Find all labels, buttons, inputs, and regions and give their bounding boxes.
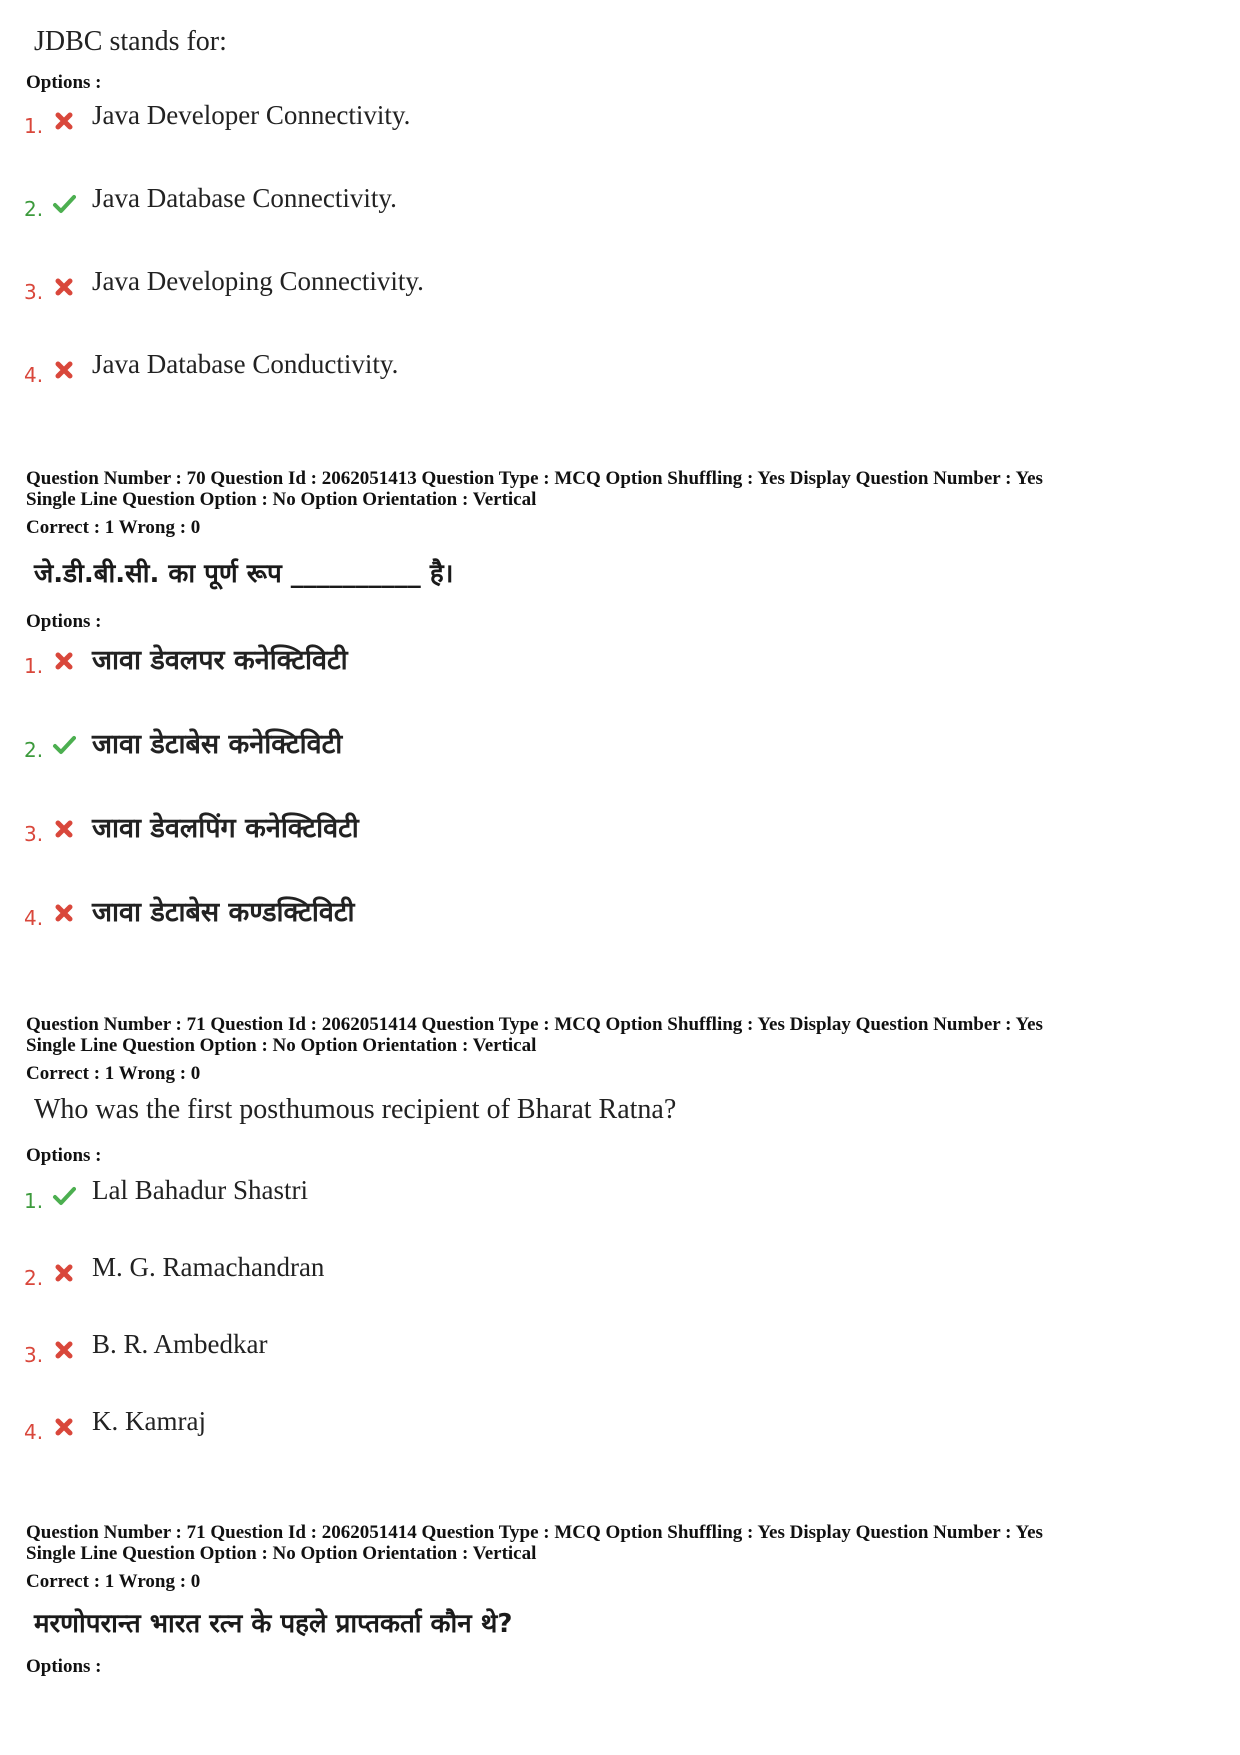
option-number: 1.: [24, 654, 44, 678]
option-1: [0, 1175, 900, 1215]
option-text: Java Developer Connectivity.: [92, 100, 411, 130]
option-number: 2.: [24, 197, 44, 221]
option-number: 1.: [24, 1189, 44, 1213]
options-label: Options :: [26, 72, 102, 93]
cross-icon: [52, 276, 76, 298]
cross-icon: [52, 818, 76, 840]
option-text: जावा डेटाबेस कण्डक्टिविटी: [92, 897, 355, 928]
question-meta-line-1: Question Number : 71 Question Id : 2062051414 Question Type : MCQ Option Shuffling : Yes Display Question Number : Yes: [26, 1014, 1043, 1035]
question-meta-line-2: Single Line Question Option : No Option Orientation : Vertical: [26, 489, 537, 510]
options-label: Options :: [26, 1656, 102, 1677]
cross-icon: [52, 1339, 76, 1361]
option-3: [0, 808, 900, 848]
option-number: 2.: [24, 738, 44, 762]
option-text: जावा डेवलपिंग कनेक्टिविटी: [92, 813, 359, 844]
question-text: JDBC stands for:: [34, 26, 227, 57]
check-icon: [52, 734, 76, 756]
check-icon: [52, 193, 76, 215]
option-number: 3.: [24, 280, 44, 304]
cross-icon: [52, 1416, 76, 1438]
option-2: [0, 724, 900, 764]
option-4: [0, 1406, 900, 1446]
option-1: [0, 640, 900, 680]
question-text: जे.डी.बी.सी. का पूर्ण रूप __________ है।: [34, 559, 454, 589]
option-text: Lal Bahadur Shastri: [92, 1175, 308, 1205]
option-number: 4.: [24, 363, 44, 387]
check-icon: [52, 1185, 76, 1207]
option-text: जावा डेवलपर कनेक्टिविटी: [92, 645, 348, 676]
options-label: Options :: [26, 1145, 102, 1166]
option-text: Java Database Conductivity.: [92, 349, 399, 379]
option-text: Java Database Connectivity.: [92, 183, 397, 213]
option-1: [0, 100, 900, 140]
options-label: Options :: [26, 611, 102, 632]
question-text: मरणोपरान्त भारत रत्न के पहले प्राप्तकर्ता कौन थे?: [34, 1609, 513, 1639]
option-3: [0, 1329, 900, 1369]
option-number: 4.: [24, 906, 44, 930]
cross-icon: [52, 1262, 76, 1284]
cross-icon: [52, 110, 76, 132]
question-meta-line-1: Question Number : 71 Question Id : 2062051414 Question Type : MCQ Option Shuffling : Yes Display Question Number : Yes: [26, 1522, 1043, 1543]
option-3: [0, 266, 900, 306]
option-text: K. Kamraj: [92, 1406, 206, 1436]
option-2: [0, 183, 900, 223]
question-meta-line-1: Question Number : 70 Question Id : 2062051413 Question Type : MCQ Option Shuffling : Yes Display Question Number : Yes: [26, 468, 1043, 489]
option-text: जावा डेटाबेस कनेक्टिविटी: [92, 729, 343, 760]
cross-icon: [52, 902, 76, 924]
question-meta-line-2: Single Line Question Option : No Option Orientation : Vertical: [26, 1543, 537, 1564]
option-text: Java Developing Connectivity.: [92, 266, 424, 296]
option-number: 4.: [24, 1420, 44, 1444]
marks-info: Correct : 1 Wrong : 0: [26, 1063, 201, 1084]
cross-icon: [52, 650, 76, 672]
question-text: Who was the first posthumous recipient of Bharat Ratna?: [34, 1094, 677, 1125]
option-4: [0, 349, 900, 389]
option-number: 1.: [24, 114, 44, 138]
marks-info: Correct : 1 Wrong : 0: [26, 517, 201, 538]
option-number: 3.: [24, 822, 44, 846]
option-4: [0, 892, 900, 932]
option-number: 3.: [24, 1343, 44, 1367]
option-text: M. G. Ramachandran: [92, 1252, 325, 1282]
option-number: 2.: [24, 1266, 44, 1290]
option-2: [0, 1252, 900, 1292]
cross-icon: [52, 359, 76, 381]
option-text: B. R. Ambedkar: [92, 1329, 268, 1359]
marks-info: Correct : 1 Wrong : 0: [26, 1571, 201, 1592]
question-meta-line-2: Single Line Question Option : No Option Orientation : Vertical: [26, 1035, 537, 1056]
